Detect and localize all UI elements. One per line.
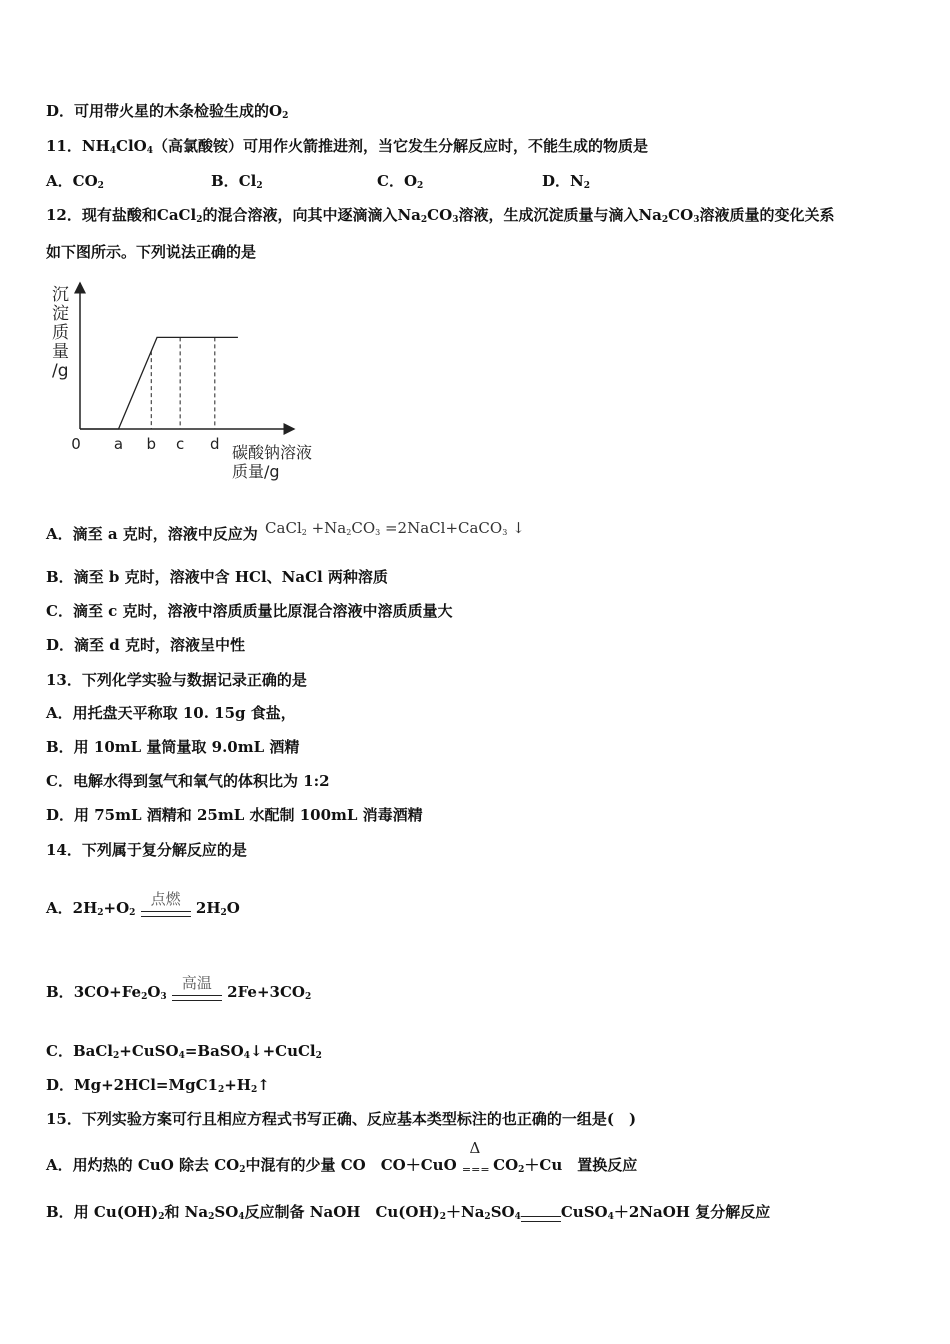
option-label: A． [46, 899, 73, 917]
subscript: 2 [97, 181, 104, 191]
stem-text: 溶液质量的变化关系 [699, 206, 835, 224]
q12-option-c: C．滴至 c 克时，溶液中溶质质量比原混合溶液中溶质质量大 [46, 602, 453, 620]
subscript: 2 [417, 181, 424, 191]
x-axis-label-line1: 碳酸钠溶液 [232, 443, 313, 462]
condition-text: Δ [469, 1139, 481, 1157]
equals-bar-sign [521, 1216, 561, 1227]
x-tick-a: a [113, 435, 124, 453]
formula-part: O [226, 899, 240, 917]
reaction-formula [265, 519, 525, 537]
reaction-condition-sign [172, 974, 222, 1007]
subscript: 2 [208, 1212, 215, 1222]
subscript: 4 [178, 1051, 185, 1061]
subscript: 2 [518, 1165, 525, 1175]
option-text: 滴至 a 克时，溶液中反应为 [72, 525, 258, 543]
subscript: 2 [129, 908, 136, 918]
equals-bar [172, 995, 222, 1001]
q13-option-a: A．用托盘天平称取 10. 15g 食盐， [46, 704, 296, 722]
q14-option-a [46, 890, 240, 923]
subscript: 2 [304, 992, 312, 1002]
subscript: 4 [146, 146, 153, 156]
formula-part: ＋Cu [524, 1156, 563, 1174]
option-label: C． [377, 172, 404, 190]
y-axis-label [52, 285, 69, 381]
stem-text: NH [81, 137, 110, 155]
subscript: 2 [315, 1051, 322, 1061]
q10-option-d [46, 101, 288, 126]
option-label: A． [46, 172, 73, 190]
plot-area [71, 337, 238, 453]
stem-text: CaCl [156, 206, 197, 224]
formula-part: O [147, 983, 161, 1001]
subscript: 2 [484, 1212, 491, 1222]
formula-part: 2Fe+3CO [227, 983, 305, 1001]
formula-part: BaCl [72, 1042, 113, 1060]
equals-sign: === [461, 1163, 490, 1176]
stem-text: ClO [116, 137, 147, 155]
formula-part: CO [493, 1156, 519, 1174]
q11-options [46, 171, 916, 191]
formula-part: CO＋CuO [380, 1156, 457, 1174]
subscript: 2 [439, 1212, 446, 1222]
option-label: D． [46, 1076, 75, 1094]
formula-part: 2H [195, 899, 221, 917]
subscript: 2 [220, 908, 227, 918]
stem-text: Na [638, 206, 662, 224]
precipitate-line [80, 337, 238, 429]
x-tick-d: d [210, 435, 220, 453]
subscript: 2 [661, 215, 669, 225]
formula-part: Mg+2HCl=MgC1 [74, 1076, 218, 1094]
subscript: 3 [693, 215, 700, 225]
subscript: 4 [607, 1212, 614, 1222]
subscript: 3 [160, 992, 167, 1002]
subscript: 2 [113, 1051, 120, 1061]
q15-option-a [46, 1139, 638, 1180]
q12-stem-line1 [46, 205, 834, 230]
q12-option-d: D．滴至 d 克时，溶液呈中性 [46, 636, 245, 654]
option-label: B． [46, 1203, 74, 1221]
option-text: SO [214, 1203, 239, 1221]
stem-text: CO [427, 206, 453, 224]
formula-part: ＋Na [445, 1203, 485, 1221]
subscript: 2 [239, 1165, 246, 1175]
q13-option-d: D．用 75mL 酒精和 25mL 水配制 100mL 消毒酒精 [46, 806, 423, 824]
reaction-condition-sign [141, 890, 191, 923]
reaction-type: 置换反应 [562, 1156, 638, 1174]
up-arrow-symbol: ↑ [257, 1076, 270, 1094]
formula-part: CO [351, 519, 376, 537]
condition-text: 高温 [181, 974, 212, 992]
stem-text: Na [397, 206, 421, 224]
option-label: D． [46, 102, 75, 120]
formula-part: =2NaCl+CaCO [380, 519, 503, 537]
option-text: CO [72, 172, 98, 190]
y-label-char: /g [52, 361, 69, 381]
option-label: C． [46, 1042, 73, 1060]
formula-part: +H [224, 1076, 251, 1094]
option-text: 反应制备 NaOH Cu(OH) [244, 1203, 440, 1221]
formula-part: CuSO [560, 1203, 608, 1221]
q13-option-c: C．电解水得到氢气和氧气的体积比为 1:2 [46, 772, 330, 790]
q15-option-b [46, 1202, 770, 1227]
formula-part: CaCl [265, 519, 302, 537]
q11-option-c [377, 171, 423, 196]
option-label: A． [46, 1156, 73, 1174]
x-axis-label-line2: 质量/g [232, 462, 280, 481]
formula-part: ↓ [507, 519, 525, 537]
option-text: Cl [238, 172, 257, 190]
question-number: 11． [46, 137, 82, 155]
q12-option-a [46, 518, 525, 544]
stem-text: 的混合溶液，向其中逐滴滴入 [202, 206, 398, 224]
formula-part: SO [490, 1203, 515, 1221]
option-text: O [403, 172, 418, 190]
stem-text: 现有盐酸和 [81, 206, 157, 224]
formula-part: =BaSO [184, 1042, 244, 1060]
q14-option-c [46, 1041, 322, 1066]
q14-stem: 14．下列属于复分解反应的是 [46, 841, 247, 859]
option-text: 用灼热的 CuO 除去 CO [72, 1156, 240, 1174]
y-label-char: 沉 [52, 285, 69, 305]
formula-part: 2H [72, 899, 98, 917]
subscript: 3 [502, 528, 508, 537]
formula-part: 3CO+Fe [73, 983, 142, 1001]
equals-bar [141, 911, 191, 917]
q12-option-b: B．滴至 b 克时，溶液中含 HCl、NaCl 两种溶质 [46, 568, 388, 586]
q11-option-d [542, 171, 590, 196]
subscript: 2 [282, 111, 289, 121]
q11-option-b [211, 171, 263, 196]
formula-part: +O [103, 899, 130, 917]
formula: O [269, 102, 283, 120]
subscript: 2 [196, 215, 203, 225]
formula-part: +Na [306, 519, 347, 537]
option-label: D． [542, 172, 571, 190]
subscript: 2 [141, 992, 148, 1002]
option-text: 可用带火星的木条检验生成的 [74, 102, 270, 120]
subscript: 2 [346, 528, 352, 537]
subscript: 3 [452, 215, 459, 225]
q11-stem [46, 136, 648, 161]
equals-bar [521, 1216, 561, 1222]
q13-option-b: B．用 10mL 量筒量取 9.0mL 酒精 [46, 738, 300, 756]
option-label: B． [46, 983, 74, 1001]
subscript: 2 [217, 1085, 225, 1095]
option-label: A． [46, 525, 73, 543]
q14-option-b [46, 974, 312, 1007]
q13-stem: 13．下列化学实验与数据记录正确的是 [46, 671, 307, 689]
stem-text: （高氯酸铵）可用作火箭推进剂，当它发生分解反应时，不能生成的物质是 [153, 137, 649, 155]
reaction-condition-sign [461, 1139, 490, 1180]
subscript: 2 [301, 528, 307, 537]
down-arrow-symbol: ↓ [249, 1042, 263, 1060]
q15-stem: 15．下列实验方案可行且相应方程式书写正确、反应基本类型标注的也正确的一组是( ) [46, 1110, 637, 1128]
reaction-type: 复分解反应 [689, 1203, 771, 1221]
subscript: 2 [97, 908, 104, 918]
formula-part: +CuSO [119, 1042, 179, 1060]
x-tick-c: c [176, 435, 185, 453]
y-label-char: 量 [52, 342, 69, 362]
q12-stem-line2: 如下图所示。下列说法正确的是 [46, 243, 257, 261]
precipitate-chart [46, 278, 336, 488]
q14-option-d [46, 1075, 270, 1100]
subscript: 4 [238, 1212, 245, 1222]
x-axis-label [232, 443, 312, 481]
option-text: 中混有的少量 CO [245, 1156, 381, 1174]
stem-text: 溶液，生成沉淀质量与滴入 [458, 206, 639, 224]
question-number: 12． [46, 206, 82, 224]
formula-part: ＋2NaOH [613, 1203, 690, 1221]
stem-text: CO [668, 206, 694, 224]
subscript: 2 [420, 215, 428, 225]
formula-part: +CuCl [262, 1042, 316, 1060]
subscript: 4 [109, 146, 117, 156]
option-text: N [570, 172, 584, 190]
y-label-char: 质 [52, 323, 69, 343]
option-text: 用 Cu(OH) [73, 1203, 159, 1221]
option-label: B． [211, 172, 239, 190]
subscript: 2 [250, 1085, 258, 1095]
subscript: 2 [158, 1212, 165, 1222]
x-tick-b: b [146, 435, 157, 453]
y-label-char: 淀 [52, 304, 69, 324]
subscript: 4 [514, 1212, 521, 1222]
subscript: 4 [243, 1051, 250, 1061]
option-text: 和 Na [164, 1203, 209, 1221]
q11-option-a [46, 171, 104, 196]
subscript: 2 [256, 181, 263, 191]
condition-text: 点燃 [150, 890, 181, 908]
subscript: 3 [375, 528, 381, 537]
origin-label: 0 [71, 435, 81, 453]
subscript: 2 [583, 181, 590, 191]
